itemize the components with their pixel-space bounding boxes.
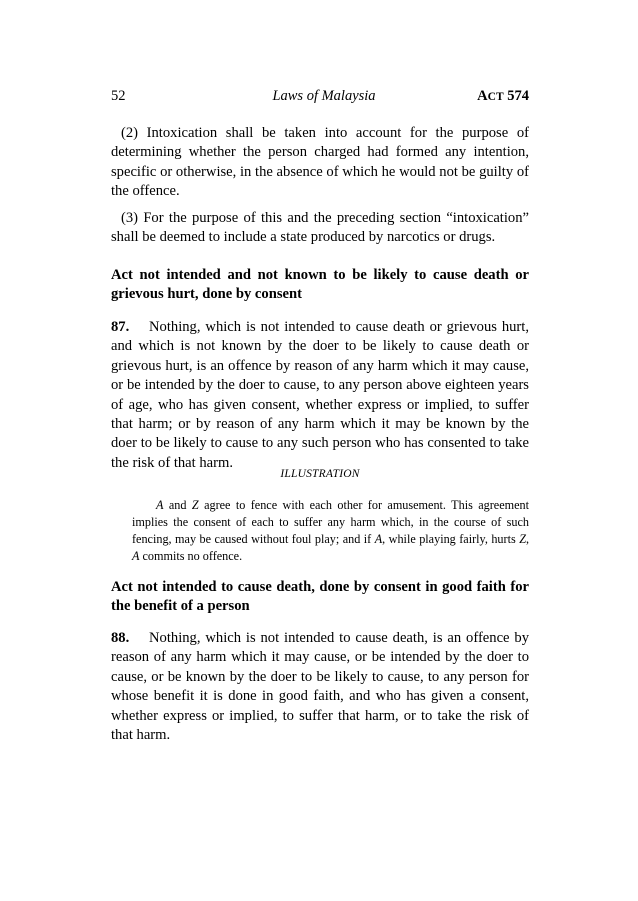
illustration-comma: ,: [525, 532, 530, 546]
illustration-z: Z: [191, 498, 199, 512]
section-88-number: 88.: [111, 630, 130, 646]
illustration-a: A: [156, 498, 164, 512]
illustration-a-2: A: [374, 532, 383, 546]
section-87-text: Nothing, which is not intended to cause death or grievous hurt, and which is not known by the doer to be likely to cause death or grievous hurt, is an offence by reason of any harm which it may cause, or be intended by the doer to cause, to any person above eighteen years of age, who has given consent, whether express or implied, to suffer that harm; or by reason of any harm which it may be known by the doer to be likely to cause to any such person who has consented to take the risk of that harm.: [111, 319, 529, 471]
act-smallcaps: CT: [487, 91, 504, 103]
section-88-text: Nothing, which is not intended to cause death, is an offence by reason of any harm which it may cause, or be intended by the doer to cause, or be known by the doer to be likely to cause, to any person for whose benefit it is done in good faith, and who has given a consent, whether express or implied, to suffer that harm, or to take the risk of that harm.: [111, 630, 529, 744]
publication-title: Laws of Malaysia: [272, 88, 376, 104]
subsection-2-paragraph: (2) Intoxication shall be taken into account for the purpose of determining whether the person charged had formed any intention, specific or otherwise, in the absence of which he would not be guilty of the offence.: [111, 125, 529, 200]
illustration-heading: ILLUSTRATION: [280, 468, 360, 480]
illustration-text-3: commits no offence.: [139, 549, 243, 563]
section-88-heading: Act not intended to cause death, done by consent in good faith for the benefit of a person: [111, 579, 529, 615]
illustration-text: [132, 497, 529, 565]
illustration-and: and: [163, 498, 192, 512]
illustration-text-2: , while playing fairly, hurts: [382, 532, 520, 546]
running-header: [111, 88, 529, 108]
illustration-a-3: A: [132, 549, 140, 563]
act-number: [477, 88, 529, 105]
section-88-body: [111, 629, 529, 745]
illustration-z-2: Z: [519, 532, 526, 546]
section-87-heading: Act not intended and not known to be likely to cause death or grievous hurt, done by consent: [111, 267, 529, 303]
act-prefix: A: [477, 88, 488, 104]
page-number: 52: [111, 88, 126, 104]
section-87-body: [111, 318, 529, 473]
section-87-number: 87.: [111, 319, 130, 335]
subsection-3-paragraph: (3) For the purpose of this and the preceding section “intoxication” shall be deemed to include a state produced by narcotics or drugs.: [111, 210, 529, 246]
illustration-text-1: agree to fence with each other for amusement. This agreement implies the consent of each to suffer any harm which, in the course of such fencing, may be caused without foul play; and if: [132, 498, 529, 546]
act-digits: 574: [503, 88, 529, 104]
